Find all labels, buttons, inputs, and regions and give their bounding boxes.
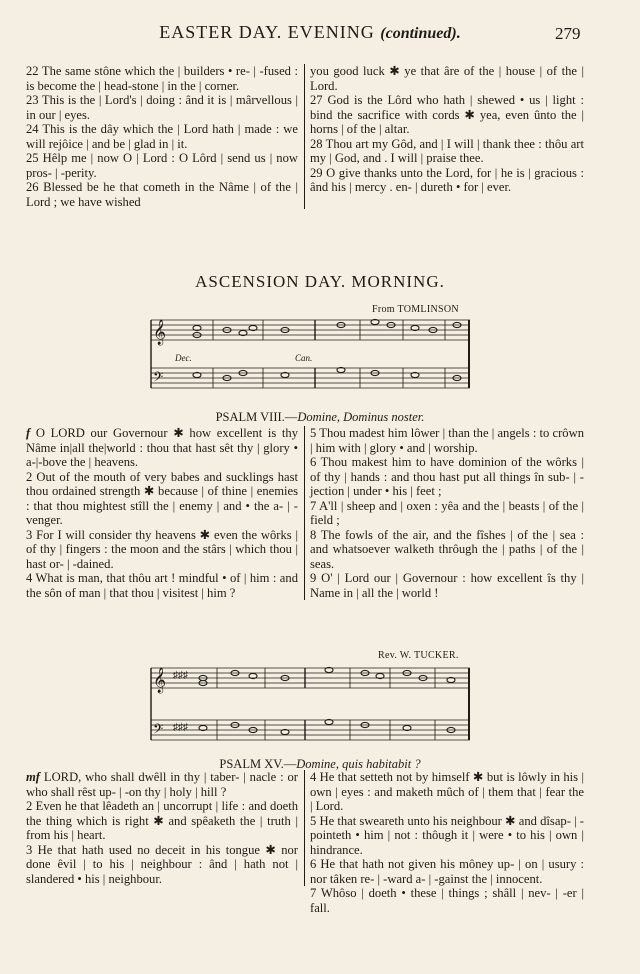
svg-text:𝄢: 𝄢 bbox=[153, 371, 164, 388]
verse: 29 O give thanks unto the Lord, for | he is | gracious : ând his | mercy . en- | dureth • for | ever. bbox=[310, 165, 584, 194]
verse: 7 Whôso | doeth • these | things ; shâll | nev- | -er | fall. bbox=[310, 886, 584, 915]
psalm-15-left-column bbox=[26, 770, 305, 886]
verse: mf LORD, who shall dwêll in thy | taber- | nacle : or who shall rêst up- | -on thy | holy | hill ? bbox=[26, 770, 298, 799]
psalm-15-latin: Domine, quis habitabit ? bbox=[296, 757, 421, 771]
verse: 26 Blessed be he that cometh in the Nâme | of the | Lord ; we have wished bbox=[26, 180, 298, 209]
verse: 27 God is the Lôrd who hath | shewed • us | light : bind the sacrifice with cords ✱ yea, even ûnto the | horns | of the | altar. bbox=[310, 93, 584, 136]
easter-right-column bbox=[310, 64, 584, 195]
verse: 8 The fowls of the air, and the fîshes | of the | sea : and whatsoever walketh thrôugh the | paths | of the | seas. bbox=[310, 527, 584, 571]
psalm-8-right-column bbox=[310, 426, 584, 600]
easter-left-column bbox=[26, 64, 305, 209]
svg-text:𝄢: 𝄢 bbox=[153, 723, 164, 740]
verse: f O LORD our Governour ✱ how excellent is thy Nâme in|all the|world : thou that hast sêt thy | glory • a-|-bove the | heavens. bbox=[26, 426, 298, 469]
dynamic-marking: mf bbox=[26, 770, 40, 784]
psalm-15-number: PSALM XV.— bbox=[219, 757, 297, 771]
verse: 25 Hêlp me | now O | Lord : O Lôrd | send us | now pros- | -perity. bbox=[26, 151, 298, 180]
psalm-15-right-column bbox=[310, 770, 584, 915]
running-head-continued: (continued). bbox=[380, 25, 461, 42]
verse: 4 What is man, that thôu art ! mindful • of | him : and the sôn of man | that thou | visitest | him ? bbox=[26, 571, 298, 600]
verse: 3 He that hath used no deceit in his tongue ✱ nor done êvil | to his | neighbour : ând | hath not | slandered • his | neighbour. bbox=[26, 842, 298, 886]
svg-text:𝄞: 𝄞 bbox=[153, 319, 167, 344]
svg-text:♯♯♯: ♯♯♯ bbox=[173, 670, 188, 681]
verse: 24 This is the dây which the | Lord hath | made : we will rejôice | and be | glad in | it. bbox=[26, 122, 298, 151]
psalm-8-latin: Domine, Dominus noster. bbox=[297, 410, 425, 424]
psalm-8-number: PSALM VIII.— bbox=[215, 410, 298, 424]
chant-score-1 bbox=[145, 312, 475, 398]
page-number: 279 bbox=[555, 24, 581, 43]
dynamic-marking: f bbox=[26, 426, 31, 440]
verse: 7 A'll | sheep and | oxen : yêa and the | beasts | of the | field ; bbox=[310, 498, 584, 527]
running-head bbox=[120, 22, 500, 43]
running-head-title: EASTER DAY. EVENING bbox=[159, 22, 375, 42]
psalm-8-title bbox=[0, 410, 640, 425]
verse: 2 Out of the mouth of very babes and sucklings hast thou ordained strength ✱ because | of thine | enemies : that thou mightest stîll the | enemy | and • the a- | -venger. bbox=[26, 469, 298, 527]
section-title: ASCENSION DAY. MORNING. bbox=[195, 272, 445, 291]
verse: 23 This is the | Lord's | doing : ând it is | mârvellous | in our | eyes. bbox=[26, 93, 298, 122]
svg-text:♯♯♯: ♯♯♯ bbox=[173, 722, 188, 733]
verse: 4 He that setteth not by himself ✱ but is lôwly in his | own | eyes : and maketh mûch of | them that | fear the | Lord. bbox=[310, 770, 584, 813]
chant-score-2 bbox=[145, 658, 475, 752]
psalm-8-left-column bbox=[26, 426, 305, 600]
tune-credit: Rev. W. TUCKER. bbox=[378, 650, 459, 661]
verse: 2 Even he that lêadeth an | uncorrupt | life : and doeth the thing which is right ✱ and spêaketh the | truth | from his | heart. bbox=[26, 799, 298, 842]
svg-text:𝄞: 𝄞 bbox=[153, 667, 167, 692]
verse: 9 O' | Lord our | Governour : how excellent îs thy | Name in | all the | world ! bbox=[310, 571, 584, 600]
verse: 6 He that hath not given his môney up- | on | usury : nor tâken re- | -ward a- | -gainst the | innocent. bbox=[310, 857, 584, 886]
cantoris-label: Can. bbox=[295, 353, 313, 363]
decani-label: Dec. bbox=[175, 353, 192, 363]
verse: 5 He that sweareth unto his neighbour ✱ and dîsap- | -pointeth • him | not : thôugh it | were • to his | own | hindrance. bbox=[310, 813, 584, 857]
verse: 3 For I will consider thy heavens ✱ even the wôrks | of thy | fingers : the moon and the stârs | which thou | hast or- | -dained. bbox=[26, 527, 298, 571]
verse: 6 Thou makest him to have dominion of the wôrks | of thy | hands : and thou hast put all things în sub- | -jection | under • his | feet ; bbox=[310, 455, 584, 498]
tune-credit: From TOMLINSON bbox=[372, 304, 459, 315]
verse: 5 Thou madest him lôwer | than the | angels : to crôwn | him with | glory • and | worship. bbox=[310, 426, 584, 455]
verse: 22 The same stône which the | builders • re- | -fused : is become the | head-stone | in the | corner. bbox=[26, 64, 298, 93]
verse: 28 Thou art my Gôd, and | I will | thank thee : thôu art my | God, and . I will | praise thee. bbox=[310, 136, 584, 165]
verse: you good luck ✱ ye that âre of the | house | of the | Lord. bbox=[310, 64, 584, 93]
